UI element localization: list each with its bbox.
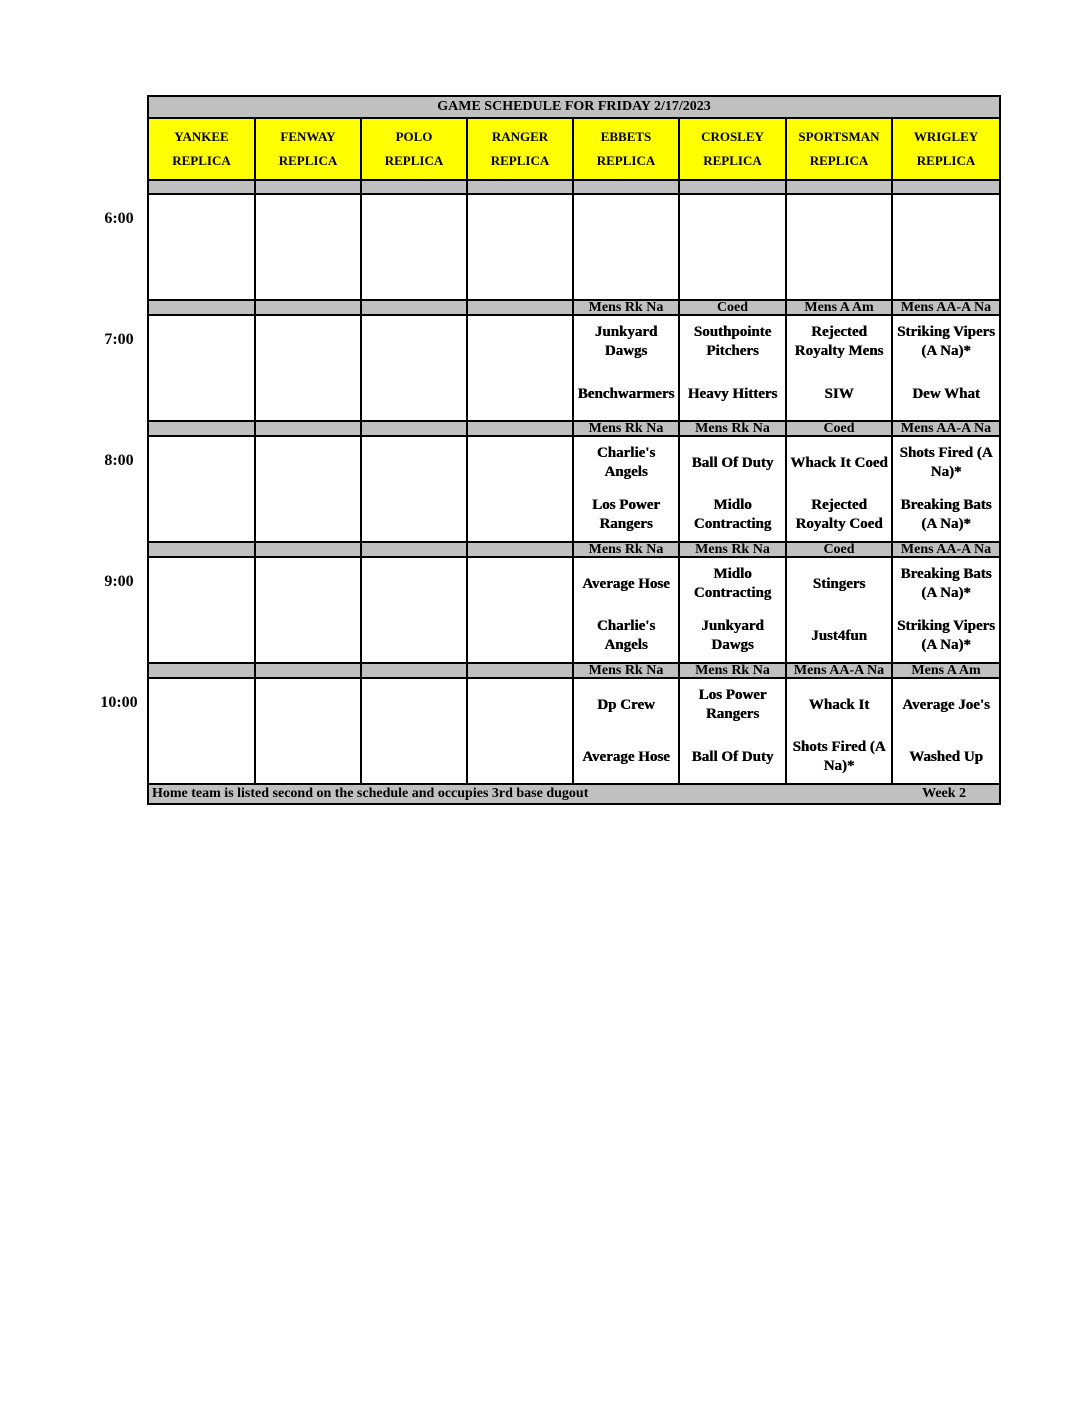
empty-slot	[786, 194, 892, 300]
game-cell	[573, 315, 679, 421]
division-label	[786, 180, 892, 194]
division-label: Mens AA-A Na	[892, 421, 1000, 436]
game-row	[148, 194, 1000, 300]
game-cell	[892, 678, 1000, 784]
empty-slot	[467, 678, 573, 784]
game-cell	[679, 315, 786, 421]
game-cell	[786, 678, 892, 784]
time-label: 6:00	[104, 210, 134, 227]
empty-slot	[892, 194, 1000, 300]
field-header-crosley	[679, 118, 786, 180]
empty-slot	[148, 315, 255, 421]
home-team: SIW	[824, 385, 854, 402]
division-label: Mens A Am	[786, 300, 892, 315]
game-row	[148, 436, 1000, 542]
empty-slot	[467, 315, 573, 421]
division-label	[148, 663, 255, 678]
footer-row	[148, 784, 1000, 804]
away-team: Charlie's Angels	[596, 445, 656, 480]
empty-slot	[255, 315, 361, 421]
division-label	[148, 300, 255, 315]
home-team: Junkyard Dawgs	[701, 618, 764, 653]
game-cell	[573, 678, 679, 784]
empty-slot	[255, 194, 361, 300]
home-team: Average Hose	[582, 748, 670, 765]
game-cell	[786, 436, 892, 542]
home-team: Shots Fired (A Na)*	[792, 739, 886, 774]
field-name: WRIGLEY	[913, 129, 979, 144]
away-team: Dp Crew	[597, 696, 655, 713]
division-label: Mens Rk Na	[573, 300, 679, 315]
field-name: SPORTSMAN	[798, 129, 880, 144]
game-cell	[679, 678, 786, 784]
away-team: Striking Vipers (A Na)*	[897, 324, 995, 359]
schedule-table	[147, 95, 1001, 805]
game-cell	[679, 436, 786, 542]
division-label: Coed	[786, 421, 892, 436]
away-team: Breaking Bats (A Na)*	[900, 566, 992, 601]
division-label: Mens AA-A Na	[892, 542, 1000, 557]
empty-slot	[361, 557, 467, 663]
division-label	[255, 663, 361, 678]
game-row	[148, 315, 1000, 421]
game-row	[148, 557, 1000, 663]
game-cell	[573, 557, 679, 663]
time-label: 9:00	[104, 573, 134, 590]
home-team: Midlo Contracting	[693, 497, 772, 532]
empty-slot	[148, 678, 255, 784]
away-team: Whack It	[808, 696, 870, 713]
field-subtitle: REPLICA	[916, 153, 976, 168]
week-label: Week 2	[922, 786, 967, 801]
division-label	[467, 542, 573, 557]
field-header-ranger	[467, 118, 573, 180]
division-label	[148, 421, 255, 436]
time-label: 8:00	[104, 452, 134, 469]
field-name: CROSLEY	[701, 129, 764, 144]
division-label	[679, 180, 786, 194]
empty-slot	[148, 436, 255, 542]
division-label	[467, 300, 573, 315]
footer-cell	[148, 784, 1000, 804]
empty-slot	[148, 557, 255, 663]
field-subtitle: REPLICA	[809, 153, 869, 168]
division-label: Mens Rk Na	[679, 663, 786, 678]
field-header-ebbets	[573, 118, 679, 180]
division-label: Mens Rk Na	[679, 421, 786, 436]
away-team: Los Power Rangers	[698, 687, 767, 722]
division-row	[148, 663, 1000, 678]
away-team: Southpointe Pitchers	[693, 324, 772, 359]
game-cell	[786, 315, 892, 421]
field-subtitle: REPLICA	[596, 153, 656, 168]
division-label	[361, 542, 467, 557]
division-label	[467, 180, 573, 194]
field-name: FENWAY	[280, 129, 336, 144]
field-header-polo	[361, 118, 467, 180]
empty-slot	[467, 194, 573, 300]
empty-slot	[255, 557, 361, 663]
home-team: Just4fun	[811, 627, 867, 644]
division-label	[361, 421, 467, 436]
field-subtitle: REPLICA	[278, 153, 338, 168]
empty-slot	[255, 436, 361, 542]
division-label	[255, 542, 361, 557]
field-name: YANKEE	[174, 129, 229, 144]
game-cell	[786, 557, 892, 663]
division-label: Mens Rk Na	[679, 542, 786, 557]
division-label	[148, 542, 255, 557]
division-label	[148, 180, 255, 194]
home-team: Breaking Bats (A Na)*	[900, 497, 992, 532]
empty-slot	[467, 557, 573, 663]
field-name: EBBETS	[600, 129, 652, 144]
division-label	[361, 180, 467, 194]
home-team: Heavy Hitters	[687, 385, 778, 402]
field-header-yankee	[148, 118, 255, 180]
away-team: Stingers	[812, 575, 866, 592]
game-cell	[892, 315, 1000, 421]
away-team: Average Hose	[582, 575, 670, 592]
home-team: Los Power Rangers	[592, 497, 660, 532]
division-label	[255, 180, 361, 194]
division-label	[467, 421, 573, 436]
division-label: Mens AA-A Na	[892, 300, 1000, 315]
division-row	[148, 542, 1000, 557]
division-label	[361, 663, 467, 678]
title-row	[148, 96, 1000, 118]
field-name: POLO	[395, 129, 433, 144]
game-cell	[892, 557, 1000, 663]
division-label	[255, 300, 361, 315]
empty-slot	[361, 678, 467, 784]
division-label: Mens A Am	[892, 663, 1000, 678]
home-team: Striking Vipers (A Na)*	[897, 618, 995, 653]
away-team: Midlo Contracting	[693, 566, 772, 601]
home-team: Rejected Royalty Coed	[795, 497, 883, 532]
away-team: Shots Fired (A Na)*	[899, 445, 993, 480]
division-row	[148, 421, 1000, 436]
field-subtitle: REPLICA	[703, 153, 762, 168]
home-team: Washed Up	[909, 748, 983, 765]
division-label	[467, 663, 573, 678]
division-label: Mens AA-A Na	[786, 663, 892, 678]
division-label	[361, 300, 467, 315]
away-team: Average Joe's	[902, 696, 990, 713]
empty-slot	[148, 194, 255, 300]
home-team: Benchwarmers	[577, 385, 675, 402]
away-team: Ball Of Duty	[691, 454, 774, 471]
home-team: Ball Of Duty	[691, 748, 774, 765]
field-header-sportsman	[786, 118, 892, 180]
empty-slot	[361, 194, 467, 300]
division-row	[148, 300, 1000, 315]
empty-slot	[255, 678, 361, 784]
field-subtitle: REPLICA	[172, 153, 231, 168]
division-label	[573, 180, 679, 194]
empty-slot	[361, 436, 467, 542]
division-row	[148, 180, 1000, 194]
schedule-title: GAME SCHEDULE FOR FRIDAY 2/17/2023	[148, 96, 1000, 118]
empty-slot	[679, 194, 786, 300]
division-label: Mens Rk Na	[573, 663, 679, 678]
division-label: Coed	[786, 542, 892, 557]
away-team: Junkyard Dawgs	[594, 324, 658, 359]
division-label: Mens Rk Na	[573, 542, 679, 557]
empty-slot	[467, 436, 573, 542]
time-label: 10:00	[100, 694, 138, 711]
division-label	[892, 180, 1000, 194]
away-team: Whack It Coed	[790, 454, 888, 471]
division-label	[255, 421, 361, 436]
division-label: Coed	[679, 300, 786, 315]
time-label: 7:00	[104, 331, 134, 348]
empty-slot	[361, 315, 467, 421]
game-row	[148, 678, 1000, 784]
division-label: Mens Rk Na	[573, 421, 679, 436]
game-cell	[573, 436, 679, 542]
field-subtitle: REPLICA	[490, 153, 550, 168]
field-header-wrigley	[892, 118, 1000, 180]
away-team: Rejected Royalty Mens	[794, 324, 884, 359]
field-header-fenway	[255, 118, 361, 180]
field-name: RANGER	[491, 129, 549, 144]
home-team: Dew What	[912, 385, 980, 402]
game-cell	[679, 557, 786, 663]
home-team: Charlie's Angels	[596, 618, 656, 653]
empty-slot	[573, 194, 679, 300]
field-header-row	[148, 118, 1000, 180]
field-subtitle: REPLICA	[384, 153, 444, 168]
game-cell	[892, 436, 1000, 542]
home-team-note: Home team is listed second on the schedule and occupies 3rd base dugout	[152, 786, 589, 801]
